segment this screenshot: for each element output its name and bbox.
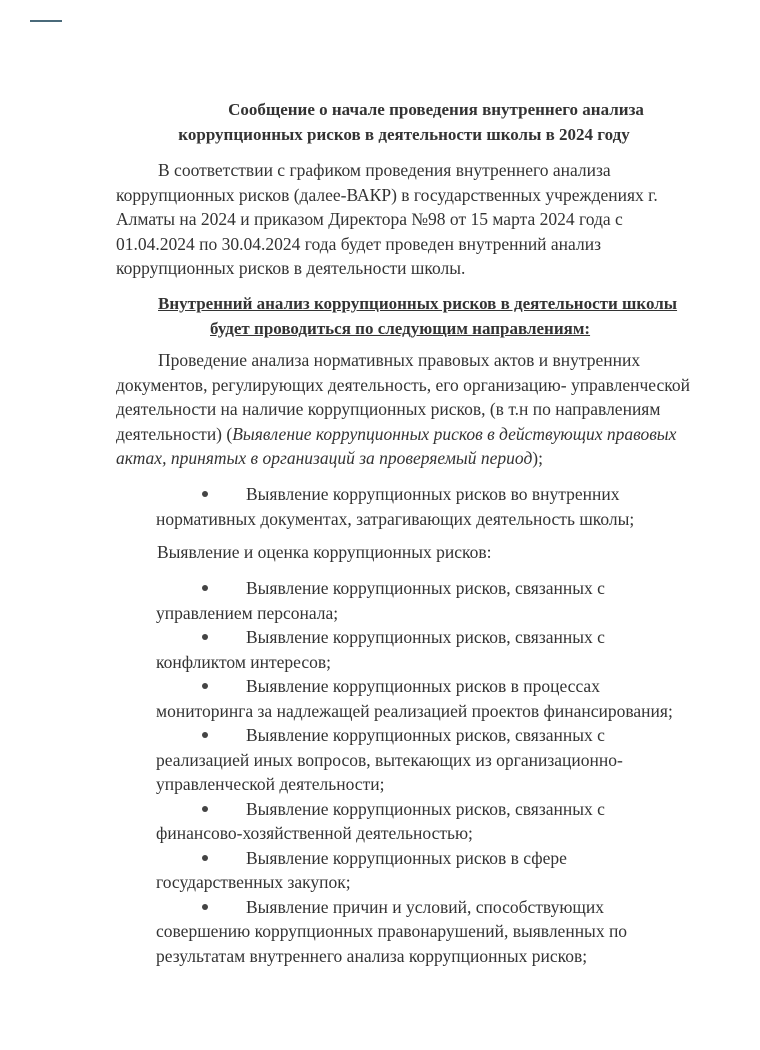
bullet-icon [202, 904, 208, 910]
identification-heading: Выявление и оценка коррупционных рисков: [157, 542, 492, 562]
scan-mark [30, 20, 62, 22]
list-item-line: Выявление коррупционных рисков в сфере [246, 847, 567, 868]
list-item-line: Выявление причин и условий, способствующих [246, 896, 604, 917]
analysis-line: документов, регулирующих деятельность, его организацию- управленческой [116, 374, 690, 395]
list-item [156, 895, 716, 969]
bullet-icon [202, 491, 208, 497]
list-item-line: Выявление коррупционных рисков в процессах [246, 676, 600, 696]
list-item-line: Выявление коррупционных рисков, связанных с [246, 578, 605, 598]
intro-paragraph [116, 158, 721, 281]
bullet-icon [202, 683, 208, 689]
list-item [156, 482, 716, 531]
analysis-line: деятельности на наличие коррупционных рисков, (в т.н по направлениям [116, 399, 661, 419]
subheading-line-1: Внутренний анализ коррупционных рисков в деятельности школы [158, 294, 678, 313]
list-item [156, 797, 716, 846]
list-item [156, 846, 716, 895]
list-item [156, 576, 716, 625]
list-item-line: Выявление коррупционных рисков во внутренних [246, 484, 620, 504]
subheading-line-2: будет проводиться по следующим направлениям: [210, 319, 591, 338]
analysis-plain-text: ); [532, 448, 543, 468]
list-item-line: управлением персонала; [156, 602, 339, 623]
list-item [156, 674, 716, 723]
analysis-line [116, 446, 721, 471]
intro-line: коррупционных рисков (далее-ВАКР) в государственных учреждениях г. [116, 184, 658, 205]
list-item [156, 723, 716, 797]
document-title [0, 97, 760, 147]
list-item-line: конфликтом интересов; [156, 651, 332, 672]
analysis-italic-text: актах, принятых в организаций за проверяемый период [116, 448, 533, 468]
list-item-line: государственных закупок; [156, 872, 351, 892]
second-bullet-list [156, 576, 716, 968]
list-item-line: реализацией иных вопросов, вытекающих из организационно- [156, 749, 623, 770]
list-item-line: нормативных документах, затрагивающих деятельность школы; [156, 508, 635, 529]
list-item-line: финансово-хозяйственной деятельностью; [156, 823, 473, 843]
list-item-line: Выявление коррупционных рисков, связанных с [246, 725, 605, 745]
section-subheading [0, 291, 760, 341]
analysis-line [116, 422, 721, 447]
list-item-line: мониторинга за надлежащей реализацией проектов финансирования; [156, 700, 673, 721]
first-bullet-list [156, 482, 716, 531]
intro-line: Алматы на 2024 и приказом Директора №98 от 15 марта 2024 года с [116, 209, 623, 229]
bullet-icon [202, 585, 208, 591]
analysis-paragraph [116, 348, 721, 471]
analysis-plain-text: деятельности) ( [116, 423, 233, 444]
intro-line: 01.04.2024 по 30.04.2024 года будет проведен внутренний анализ [116, 233, 601, 254]
list-item-line: управленческой деятельности; [156, 774, 385, 794]
analysis-line: Проведение анализа нормативных правовых актов и внутренних [158, 350, 641, 370]
intro-line: коррупционных рисков в деятельности школы. [116, 258, 466, 278]
bullet-icon [202, 634, 208, 640]
bullet-icon [202, 732, 208, 738]
list-item-line: Выявление коррупционных рисков, связанных с [246, 627, 605, 647]
title-line-2: коррупционных рисков в деятельности школы в 2024 году [178, 125, 630, 144]
title-line-1: Сообщение о начале проведения внутреннего анализа [228, 100, 644, 119]
list-item-line: совершению коррупционных правонарушений, выявленных по [156, 921, 628, 941]
list-item [156, 625, 716, 674]
bullet-icon [202, 855, 208, 861]
list-item-line: результатам внутреннего анализа коррупционных рисков; [156, 945, 588, 966]
list-item-line: Выявление коррупционных рисков, связанных с [246, 798, 605, 819]
bullet-icon [202, 806, 208, 812]
intro-line: В соответствии с графиком проведения внутреннего анализа [158, 160, 611, 180]
analysis-italic-text: Выявление коррупционных рисков в действующих правовых [232, 423, 677, 444]
